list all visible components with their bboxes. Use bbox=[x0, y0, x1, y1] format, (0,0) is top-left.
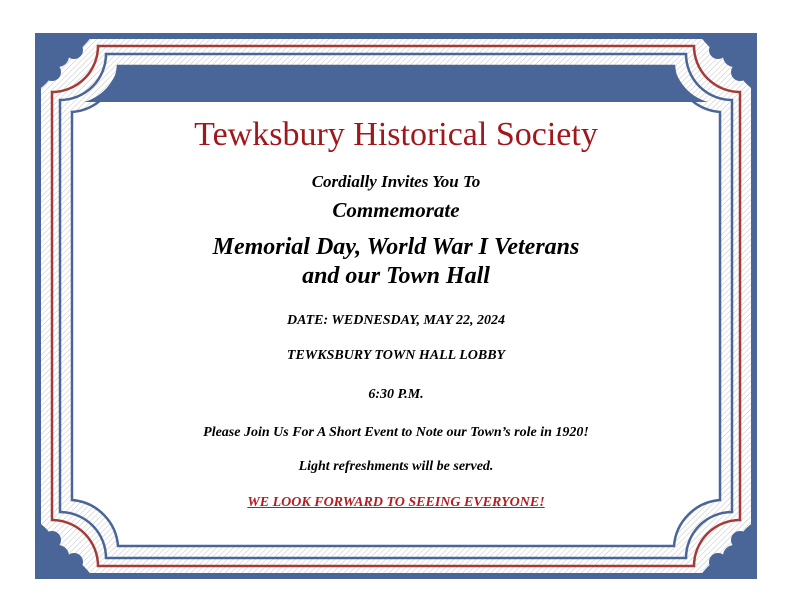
refreshments-note: Light refreshments will be served. bbox=[298, 459, 494, 474]
event-time: 6:30 P.M. bbox=[368, 387, 424, 402]
closing-line: WE LOOK FORWARD TO SEEING EVERYONE! bbox=[247, 495, 545, 510]
society-title: Tewksbury Historical Society bbox=[194, 116, 598, 153]
invite-line: Cordially Invites You To bbox=[311, 172, 481, 191]
subject-line-2: and our Town Hall bbox=[302, 263, 490, 289]
subject-line-1: Memorial Day, World War I Veterans bbox=[212, 234, 580, 260]
top-banner bbox=[84, 66, 708, 102]
join-note: Please Join Us For A Short Event to Note our Town’s role in 1920! bbox=[203, 425, 589, 440]
event-date: DATE: WEDNESDAY, MAY 22, 2024 bbox=[286, 313, 506, 328]
commemorate-line: Commemorate bbox=[332, 198, 460, 222]
event-location: TEWKSBURY TOWN HALL LOBBY bbox=[286, 348, 506, 363]
